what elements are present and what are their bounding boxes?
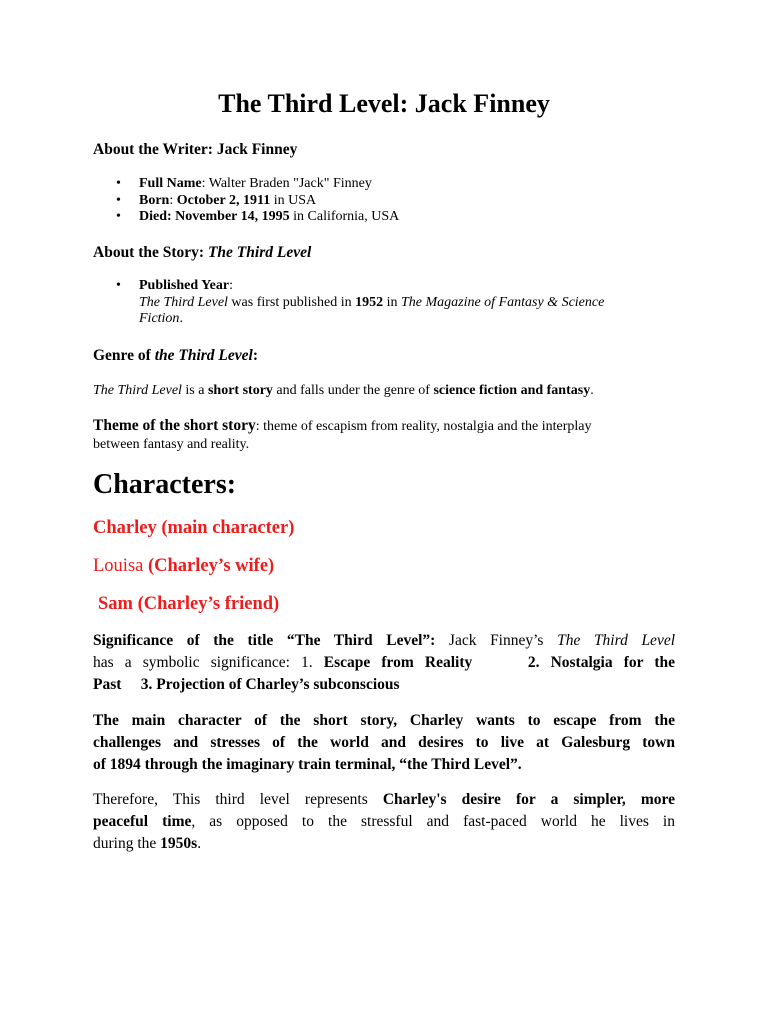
emphasis-text: peaceful time	[93, 813, 192, 830]
fact-value-date: October 2, 1911	[176, 192, 271, 208]
main-character-paragraph	[93, 710, 675, 776]
fact-separator: :	[229, 278, 233, 293]
paragraph-line	[93, 789, 675, 811]
story-title: The Third Level	[557, 632, 676, 649]
bullet-icon: •	[116, 209, 121, 224]
body-text: in	[383, 294, 401, 310]
story-form: short story	[207, 383, 273, 398]
fact-label: Born	[139, 192, 170, 208]
significance-label: Significance of the title “The Third Level”:	[93, 632, 436, 649]
body-text: is a	[181, 383, 208, 398]
theme-text-continuation: between fantasy and reality.	[93, 437, 250, 452]
bullet-icon: •	[116, 176, 121, 191]
emphasis-text: Charley's desire for a simpler, more	[382, 791, 675, 808]
list-item-continuation	[93, 311, 604, 328]
decade: 1950s	[160, 835, 198, 852]
theme-text	[93, 417, 592, 435]
publication-year: 1952	[355, 294, 384, 310]
paragraph-line: The main character of the short story, Charley wants to escape from the	[93, 712, 675, 729]
story-title: the Third Level	[154, 347, 253, 364]
significance-paragraph	[93, 630, 675, 696]
fact-separator: :	[167, 209, 176, 224]
list-item	[93, 278, 604, 295]
heading-prefix: About the Story:	[93, 244, 208, 261]
fact-separator: :	[201, 176, 209, 191]
character-name: Louisa	[93, 556, 148, 576]
list-item	[93, 176, 399, 193]
conclusion-paragraph	[93, 789, 675, 855]
fact-label: Full Name	[139, 176, 202, 191]
body-text: Therefore, This third level represents	[93, 791, 383, 808]
paragraph-line: challenges and stresses of the world and desires to live at Galesburg town	[93, 734, 675, 751]
story-genre: science fiction and fantasy	[433, 383, 591, 398]
paragraph-line	[93, 674, 675, 696]
magazine-name: Fiction	[139, 311, 180, 326]
period: .	[179, 311, 183, 326]
body-text: .	[590, 383, 594, 398]
body-text: , as opposed to the stressful and fast-paced world he lives in	[191, 813, 675, 830]
significance-point-3: Past 3. Projection of Charley’s subconscious	[93, 676, 400, 693]
period: .	[197, 835, 202, 852]
fact-label: Died	[139, 209, 167, 224]
theme-label: Theme of the short story	[93, 417, 256, 434]
genre-text	[93, 382, 594, 399]
paragraph-line	[93, 630, 675, 652]
fact-separator: :	[169, 192, 177, 208]
fact-label: Published Year	[139, 278, 230, 293]
writer-facts-list	[93, 176, 399, 226]
body-text: during the	[93, 835, 161, 852]
magazine-name: The Magazine of Fantasy & Science	[400, 294, 605, 310]
genre-heading	[93, 346, 258, 366]
about-story-heading	[93, 243, 311, 263]
paragraph-line	[93, 811, 675, 833]
fact-value: Walter Braden "Jack" Finney	[208, 176, 372, 191]
character-role: (Charley’s wife)	[147, 556, 275, 576]
character-louisa	[93, 554, 274, 578]
page-title: The Third Level: Jack Finney	[218, 89, 550, 118]
body-text: : theme of escapism from reality, nostalgia and the interplay	[255, 419, 592, 434]
fact-value-rest: in USA	[270, 192, 317, 208]
significance-point-1: Escape from Reality	[323, 654, 473, 671]
paragraph-line	[93, 833, 675, 855]
bullet-icon: •	[116, 278, 121, 293]
story-facts-list	[93, 278, 604, 328]
character-charley	[93, 516, 294, 540]
heading-prefix: Genre of	[93, 347, 155, 364]
character-name: Sam (Charley’s friend)	[98, 594, 280, 614]
paragraph-line: of 1894 through the imaginary train terminal, “the Third Level”.	[93, 756, 522, 773]
list-item	[93, 193, 399, 210]
character-sam	[98, 592, 279, 616]
characters-heading: Characters:	[93, 469, 237, 500]
bullet-icon: •	[116, 192, 121, 208]
fact-value-date: November 14, 1995	[175, 209, 290, 224]
story-title: The Third Level	[139, 294, 228, 310]
spacer	[472, 654, 528, 671]
body-text: and falls under the genre of	[272, 383, 434, 398]
story-title: The Third Level	[93, 383, 182, 398]
body-text: Jack Finney’s	[435, 632, 558, 649]
paragraph-line	[93, 652, 675, 674]
fact-value-rest: in California, USA	[289, 209, 400, 224]
significance-point-2: 2. Nostalgia for the	[527, 654, 675, 671]
story-title: The Third Level	[207, 244, 312, 261]
list-item-continuation	[93, 295, 604, 312]
about-writer-heading: About the Writer: Jack Finney	[93, 141, 298, 158]
list-item	[93, 209, 399, 226]
body-text: was first published in	[227, 294, 356, 310]
heading-suffix: :	[252, 347, 259, 364]
character-name: Charley (main character)	[93, 518, 295, 538]
body-text: has a symbolic significance: 1.	[93, 654, 324, 671]
